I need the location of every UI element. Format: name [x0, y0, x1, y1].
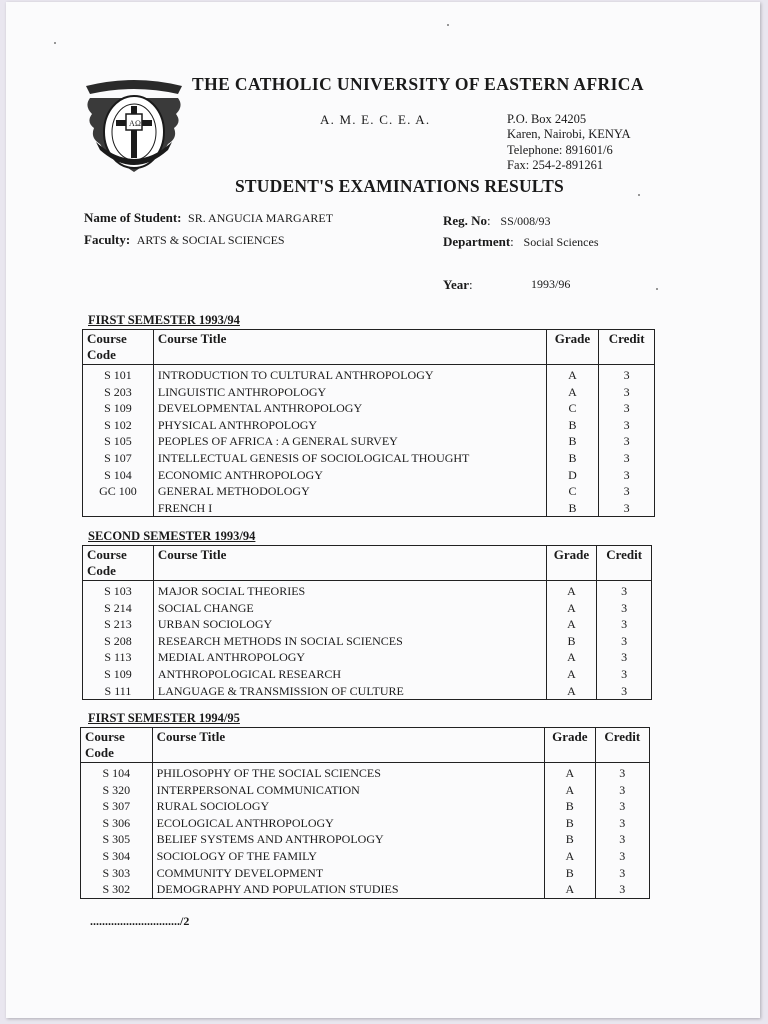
faculty-field: Faculty: ARTS & SOCIAL SCIENCES — [84, 232, 285, 247]
course-code-cell: S 109 — [83, 400, 154, 417]
year-value: 1993/96 — [531, 277, 571, 291]
course-title-cell: PEOPLES OF AFRICA : A GENERAL SURVEY — [153, 433, 546, 450]
table-row — [83, 384, 655, 401]
grade-cell: B — [546, 417, 599, 434]
course-title-cell: INTRODUCTION TO CULTURAL ANTHROPOLOGY — [153, 365, 546, 384]
course-code-cell: S 103 — [83, 581, 154, 600]
table-row — [83, 581, 652, 600]
university-name: THE CATHOLIC UNIVERSITY OF EASTERN AFRICA — [192, 74, 644, 94]
grade-cell: A — [545, 881, 595, 898]
table-row — [81, 782, 650, 799]
semester-heading: FIRST SEMESTER 1993/94 — [88, 313, 240, 327]
course-code-cell: S 307 — [81, 798, 153, 815]
semester-heading: SECOND SEMESTER 1993/94 — [88, 529, 256, 543]
department-field: Department: Social Sciences — [443, 234, 599, 249]
address-line: Karen, Nairobi, KENYA — [507, 127, 631, 142]
credit-cell: 3 — [595, 815, 650, 832]
table-row — [83, 483, 655, 500]
amecea-label: A. M. E. C. E. A. — [320, 112, 431, 127]
credit-cell: 3 — [599, 483, 655, 500]
table-row — [81, 881, 650, 898]
course-code-cell: S 306 — [81, 815, 153, 832]
student-name-value: SR. ANGUCIA MARGARET — [188, 211, 334, 225]
col-header-credit: Credit — [599, 330, 655, 365]
table-row — [83, 600, 652, 617]
course-code-cell — [83, 500, 154, 517]
course-title-cell: ANTHROPOLOGICAL RESEARCH — [153, 666, 546, 683]
table-row — [83, 633, 652, 650]
table-header-row — [83, 546, 652, 581]
results-table — [80, 727, 650, 899]
course-title-cell: DEMOGRAPHY AND POPULATION STUDIES — [152, 881, 544, 898]
grade-cell: B — [545, 798, 595, 815]
paper-speck — [656, 288, 658, 290]
table-row — [81, 763, 650, 782]
course-title-cell: URBAN SOCIOLOGY — [153, 616, 546, 633]
col-header-course-code: Course Code — [81, 728, 153, 763]
course-title-cell: LINGUISTIC ANTHROPOLOGY — [153, 384, 546, 401]
credit-cell: 3 — [597, 633, 652, 650]
grade-cell: A — [546, 683, 597, 700]
reg-no-field: Reg. No: SS/008/93 — [443, 213, 551, 228]
credit-cell: 3 — [595, 881, 650, 898]
credit-cell: 3 — [595, 798, 650, 815]
year-label: Year — [443, 277, 469, 292]
faculty-label: Faculty — [84, 232, 126, 247]
course-title-cell: PHYSICAL ANTHROPOLOGY — [153, 417, 546, 434]
col-header-course-code: Course Code — [83, 330, 154, 365]
credit-cell: 3 — [599, 450, 655, 467]
credit-cell: 3 — [595, 763, 650, 782]
course-code-cell: S 111 — [83, 683, 154, 700]
grade-cell: B — [546, 450, 599, 467]
grade-cell: D — [546, 467, 599, 484]
results-table — [82, 545, 652, 700]
document-page — [6, 2, 760, 1018]
course-code-cell: S 304 — [81, 848, 153, 865]
credit-cell: 3 — [599, 500, 655, 517]
table-row — [83, 433, 655, 450]
col-header-course-title: Course Title — [153, 330, 546, 365]
course-code-cell: S 107 — [83, 450, 154, 467]
credit-cell: 3 — [597, 649, 652, 666]
col-header-credit: Credit — [597, 546, 652, 581]
course-code-cell: S 102 — [83, 417, 154, 434]
course-title-cell: PHILOSOPHY OF THE SOCIAL SCIENCES — [152, 763, 544, 782]
course-title-cell: MEDIAL ANTHROPOLOGY — [153, 649, 546, 666]
grade-cell: B — [545, 865, 595, 882]
grade-cell: B — [545, 815, 595, 832]
grade-cell: B — [545, 831, 595, 848]
table-header-row — [83, 330, 655, 365]
grade-cell: A — [546, 581, 597, 600]
course-code-cell: S 320 — [81, 782, 153, 799]
course-title-cell: INTERPERSONAL COMMUNICATION — [152, 782, 544, 799]
grade-cell: C — [546, 400, 599, 417]
grade-cell: C — [546, 483, 599, 500]
address-line: P.O. Box 24205 — [507, 112, 587, 126]
grade-cell: B — [546, 433, 599, 450]
table-row — [83, 400, 655, 417]
table-row — [81, 815, 650, 832]
course-code-cell: S 109 — [83, 666, 154, 683]
student-name-field: Name of Student: SR. ANGUCIA MARGARET — [84, 210, 334, 225]
credit-cell: 3 — [595, 865, 650, 882]
paper-speck — [54, 42, 56, 44]
col-header-course-title: Course Title — [152, 728, 544, 763]
results-table — [82, 329, 655, 517]
page-continuation-marker: ............................../2 — [90, 914, 190, 928]
grade-cell: B — [546, 633, 597, 650]
course-code-cell: S 303 — [81, 865, 153, 882]
credit-cell: 3 — [599, 384, 655, 401]
credit-cell: 3 — [597, 666, 652, 683]
table-row — [81, 831, 650, 848]
table-row — [83, 649, 652, 666]
course-title-cell: ECONOMIC ANTHROPOLOGY — [153, 467, 546, 484]
faculty-value: ARTS & SOCIAL SCIENCES — [136, 233, 285, 247]
course-code-cell: S 305 — [81, 831, 153, 848]
credit-cell: 3 — [595, 848, 650, 865]
table-body — [83, 581, 652, 700]
table-body — [81, 763, 650, 899]
course-code-cell: S 214 — [83, 600, 154, 617]
semester-heading: FIRST SEMESTER 1994/95 — [88, 711, 240, 725]
course-code-cell: S 203 — [83, 384, 154, 401]
reg-no-value: SS/008/93 — [500, 214, 551, 228]
table-row — [83, 666, 652, 683]
col-header-course-code: Course Code — [83, 546, 154, 581]
course-title-cell: LANGUAGE & TRANSMISSION OF CULTURE — [153, 683, 546, 700]
course-title-cell: MAJOR SOCIAL THEORIES — [153, 581, 546, 600]
course-title-cell: ECOLOGICAL ANTHROPOLOGY — [152, 815, 544, 832]
fax-line: Fax: 254-2-891261 — [507, 157, 604, 172]
svg-text:Ω: Ω — [135, 119, 141, 128]
course-code-cell: S 113 — [83, 649, 154, 666]
table-row — [81, 848, 650, 865]
course-title-cell: SOCIAL CHANGE — [153, 600, 546, 617]
course-title-cell: RESEARCH METHODS IN SOCIAL SCIENCES — [153, 633, 546, 650]
course-code-cell: S 213 — [83, 616, 154, 633]
table-row — [83, 500, 655, 517]
col-header-grade: Grade — [546, 546, 597, 581]
credit-cell: 3 — [597, 600, 652, 617]
table-row — [83, 365, 655, 384]
table-row — [83, 467, 655, 484]
grade-cell: A — [546, 600, 597, 617]
table-row — [83, 417, 655, 434]
course-title-cell: SOCIOLOGY OF THE FAMILY — [152, 848, 544, 865]
credit-cell: 3 — [597, 683, 652, 700]
credit-cell: 3 — [599, 365, 655, 384]
document-title: STUDENT'S EXAMINATIONS RESULTS — [235, 176, 564, 196]
credit-cell: 3 — [595, 782, 650, 799]
telephone-line: Telephone: 891601/6 — [507, 142, 613, 157]
course-code-cell: S 104 — [81, 763, 153, 782]
course-code-cell: S 105 — [83, 433, 154, 450]
course-title-cell: FRENCH I — [153, 500, 546, 517]
grade-cell: A — [545, 848, 595, 865]
course-title-cell: GENERAL METHODOLOGY — [153, 483, 546, 500]
table-row — [81, 865, 650, 882]
course-title-cell: COMMUNITY DEVELOPMENT — [152, 865, 544, 882]
grade-cell: A — [546, 384, 599, 401]
reg-no-label: Reg. No — [443, 213, 488, 228]
col-header-course-title: Course Title — [153, 546, 546, 581]
credit-cell: 3 — [595, 831, 650, 848]
grade-cell: A — [545, 782, 595, 799]
credit-cell: 3 — [599, 417, 655, 434]
grade-cell: A — [546, 365, 599, 384]
table-row — [81, 798, 650, 815]
credit-cell: 3 — [597, 616, 652, 633]
table-row — [83, 683, 652, 700]
course-title-cell: BELIEF SYSTEMS AND ANTHROPOLOGY — [152, 831, 544, 848]
credit-cell: 3 — [599, 433, 655, 450]
postal-address — [507, 112, 631, 173]
course-code-cell: S 104 — [83, 467, 154, 484]
col-header-grade: Grade — [546, 330, 599, 365]
course-title-cell: INTELLECTUAL GENESIS OF SOCIOLOGICAL THOUGHT — [153, 450, 546, 467]
grade-cell: A — [546, 649, 597, 666]
student-name-label: Name of Student — [84, 210, 178, 225]
course-code-cell: S 302 — [81, 881, 153, 898]
department-value: Social Sciences — [523, 235, 599, 249]
grade-cell: B — [546, 500, 599, 517]
table-row — [83, 616, 652, 633]
credit-cell: 3 — [597, 581, 652, 600]
year-field: Year: 1993/96 — [443, 277, 571, 292]
course-code-cell: S 208 — [83, 633, 154, 650]
grade-cell: A — [546, 666, 597, 683]
paper-speck — [447, 24, 449, 26]
col-header-grade: Grade — [545, 728, 595, 763]
course-code-cell: S 101 — [83, 365, 154, 384]
department-label: Department — [443, 234, 511, 249]
course-title-cell: DEVELOPMENTAL ANTHROPOLOGY — [153, 400, 546, 417]
grade-cell: A — [546, 616, 597, 633]
table-body — [83, 365, 655, 517]
grade-cell: A — [545, 763, 595, 782]
col-header-credit: Credit — [595, 728, 650, 763]
table-header-row — [81, 728, 650, 763]
course-code-cell: GC 100 — [83, 483, 154, 500]
university-crest-logo — [82, 76, 186, 176]
credit-cell: 3 — [599, 467, 655, 484]
course-title-cell: RURAL SOCIOLOGY — [152, 798, 544, 815]
paper-speck — [638, 194, 640, 196]
svg-text:A: A — [129, 119, 135, 128]
credit-cell: 3 — [599, 400, 655, 417]
table-row — [83, 450, 655, 467]
